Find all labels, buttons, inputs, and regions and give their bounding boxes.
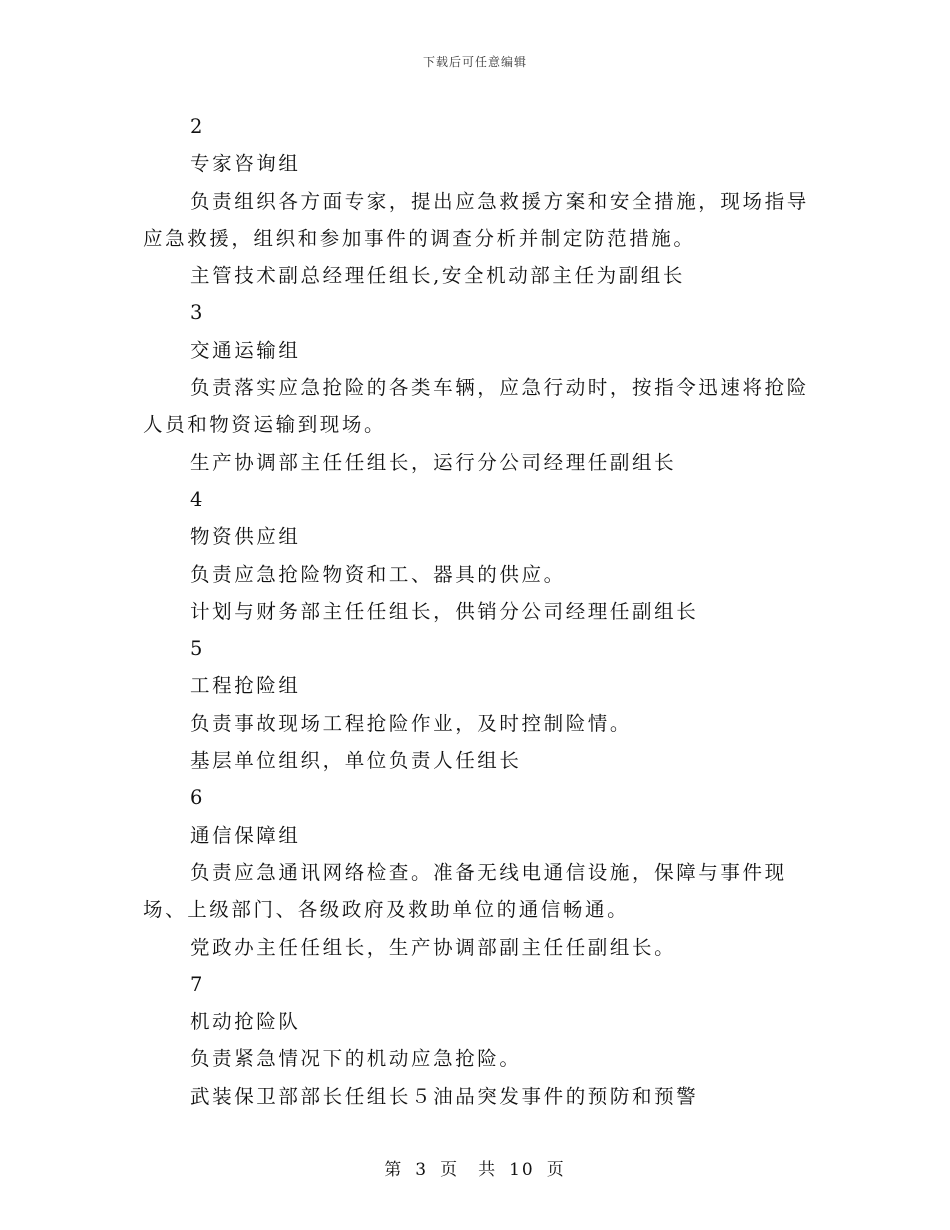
footer-suffix: 页 (546, 1160, 566, 1180)
paragraph-18: 通信保障组 (190, 823, 301, 847)
paragraph-2: 专家咨询组 (190, 152, 301, 176)
paragraph-22: 机动抢险队 (190, 1010, 301, 1034)
paragraph-5: 3 (190, 301, 206, 325)
paragraph-20: 党政办主任任组长，生产协调部副主任任副组长。 (190, 935, 677, 959)
paragraph-14: 工程抢险组 (190, 674, 301, 698)
document-body (143, 108, 823, 1115)
footer-total-pages: 10 (509, 1160, 535, 1180)
paragraph-8: 生产协调部主任任组长，运行分公司经理任副组长 (190, 450, 677, 474)
paragraph-12: 计划与财务部主任任组长，供销分公司经理任副组长 (190, 599, 699, 623)
footer-prefix: 第 (384, 1160, 404, 1180)
footer-mid: 页 共 (440, 1160, 498, 1180)
paragraph-4: 主管技术副总经理任组长,安全机动部主任为副组长 (190, 264, 685, 288)
paragraph-11: 负责应急抢险物资和工、器具的供应。 (190, 562, 566, 586)
footer-page-number: 3 (415, 1160, 429, 1180)
paragraph-23: 负责紧急情况下的机动应急抢险。 (190, 1047, 522, 1071)
paragraph-16: 基层单位组织，单位负责人任组长 (190, 749, 522, 773)
header-note: 下载后可任意编辑 (422, 55, 527, 69)
paragraph-7: 负责落实应急抢险的各类车辆，应急行动时，按指令迅速将抢险人员和物资运输到现场。 (143, 376, 809, 437)
paragraph-10: 物资供应组 (190, 525, 301, 549)
page-footer (0, 1155, 950, 1180)
paragraph-19: 负责应急通讯网络检查。准备无线电通信设施，保障与事件现场、上级部门、各级政府及救助单位的通信畅通。 (143, 860, 787, 922)
paragraph-17: 6 (190, 786, 206, 810)
paragraph-21: 7 (190, 972, 206, 996)
paragraph-13: 5 (190, 637, 206, 661)
paragraph-6: 交通运输组 (190, 338, 301, 362)
page-header (0, 53, 950, 70)
paragraph-15: 负责事故现场工程抢险作业，及时控制险情。 (190, 711, 633, 735)
paragraph-24: 武装保卫部部长任组长５油品突发事件的预防和预警 (190, 1084, 699, 1108)
paragraph-9: 4 (190, 487, 206, 511)
paragraph-3: 负责组织各方面专家，提出应急救援方案和安全措施，现场指导应急救援，组织和参加事件的调查分析并制定防范措施。 (143, 189, 809, 250)
paragraph-1: 2 (190, 115, 206, 138)
